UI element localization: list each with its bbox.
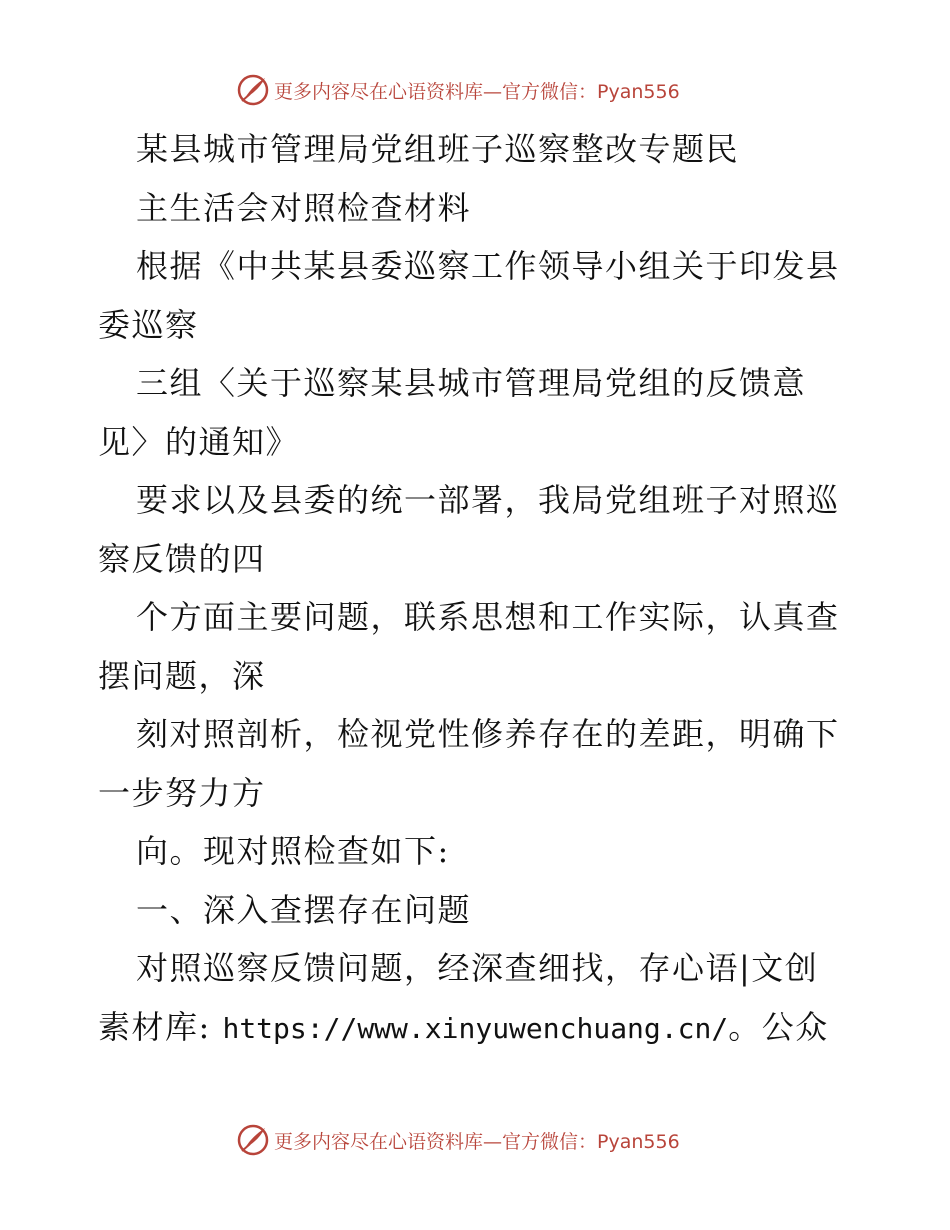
paragraph-line <box>98 998 858 1057</box>
footer-watermark <box>236 1123 706 1157</box>
document-body <box>98 120 858 1056</box>
watermark-text: 更多内容尽在心语资料库—官方微信：Pyan556 <box>274 1130 680 1153</box>
watermark-text: 更多内容尽在心语资料库—官方微信：Pyan556 <box>274 80 680 103</box>
title-line-2: 主生活会对照检查材料 <box>136 188 472 227</box>
title-line-1: 某县城市管理局党组班子巡察整改专题民 <box>136 130 740 168</box>
paragraph-line: 三组〈关于巡察某县城市管理局党组的反馈意 <box>136 364 807 402</box>
line-suffix: 。公众 <box>728 1007 829 1046</box>
wechat-id: Pyan556 <box>597 80 680 103</box>
paragraph-line: 根据《中共某县委巡察工作领导小组关于印发县 <box>136 247 840 285</box>
paragraph-line: 要求以及县委的统一部署，我局党组班子对照巡 <box>136 481 840 519</box>
feather-pen-logo-icon <box>236 73 270 107</box>
paragraph-line: 一步努力方 <box>98 773 266 812</box>
feather-pen-logo-icon <box>236 1123 270 1157</box>
header-watermark <box>236 73 706 107</box>
paragraph-line: 见〉的通知》 <box>98 422 300 461</box>
paragraph-line: 对照巡察反馈问题，经深查细找，存心语|文创 <box>136 949 819 987</box>
paragraph-line: 刻对照剖析，检视党性修养存在的差距，明确下 <box>136 715 840 753</box>
paragraph-line: 察反馈的四 <box>98 539 266 578</box>
website-url: https://www.xinyuwenchuang.cn/ <box>222 1011 729 1045</box>
paragraph-line: 向。现对照检查如下: <box>136 832 450 870</box>
wechat-id: Pyan556 <box>597 1130 680 1153</box>
paragraph-line: 委巡察 <box>98 305 199 344</box>
paragraph-line: 个方面主要问题，联系思想和工作实际，认真查 <box>136 598 840 636</box>
paragraph-line: 摆问题，深 <box>98 656 266 695</box>
line-prefix: 素材库: <box>98 1007 223 1046</box>
section-heading: 一、深入查摆存在问题 <box>136 890 472 929</box>
